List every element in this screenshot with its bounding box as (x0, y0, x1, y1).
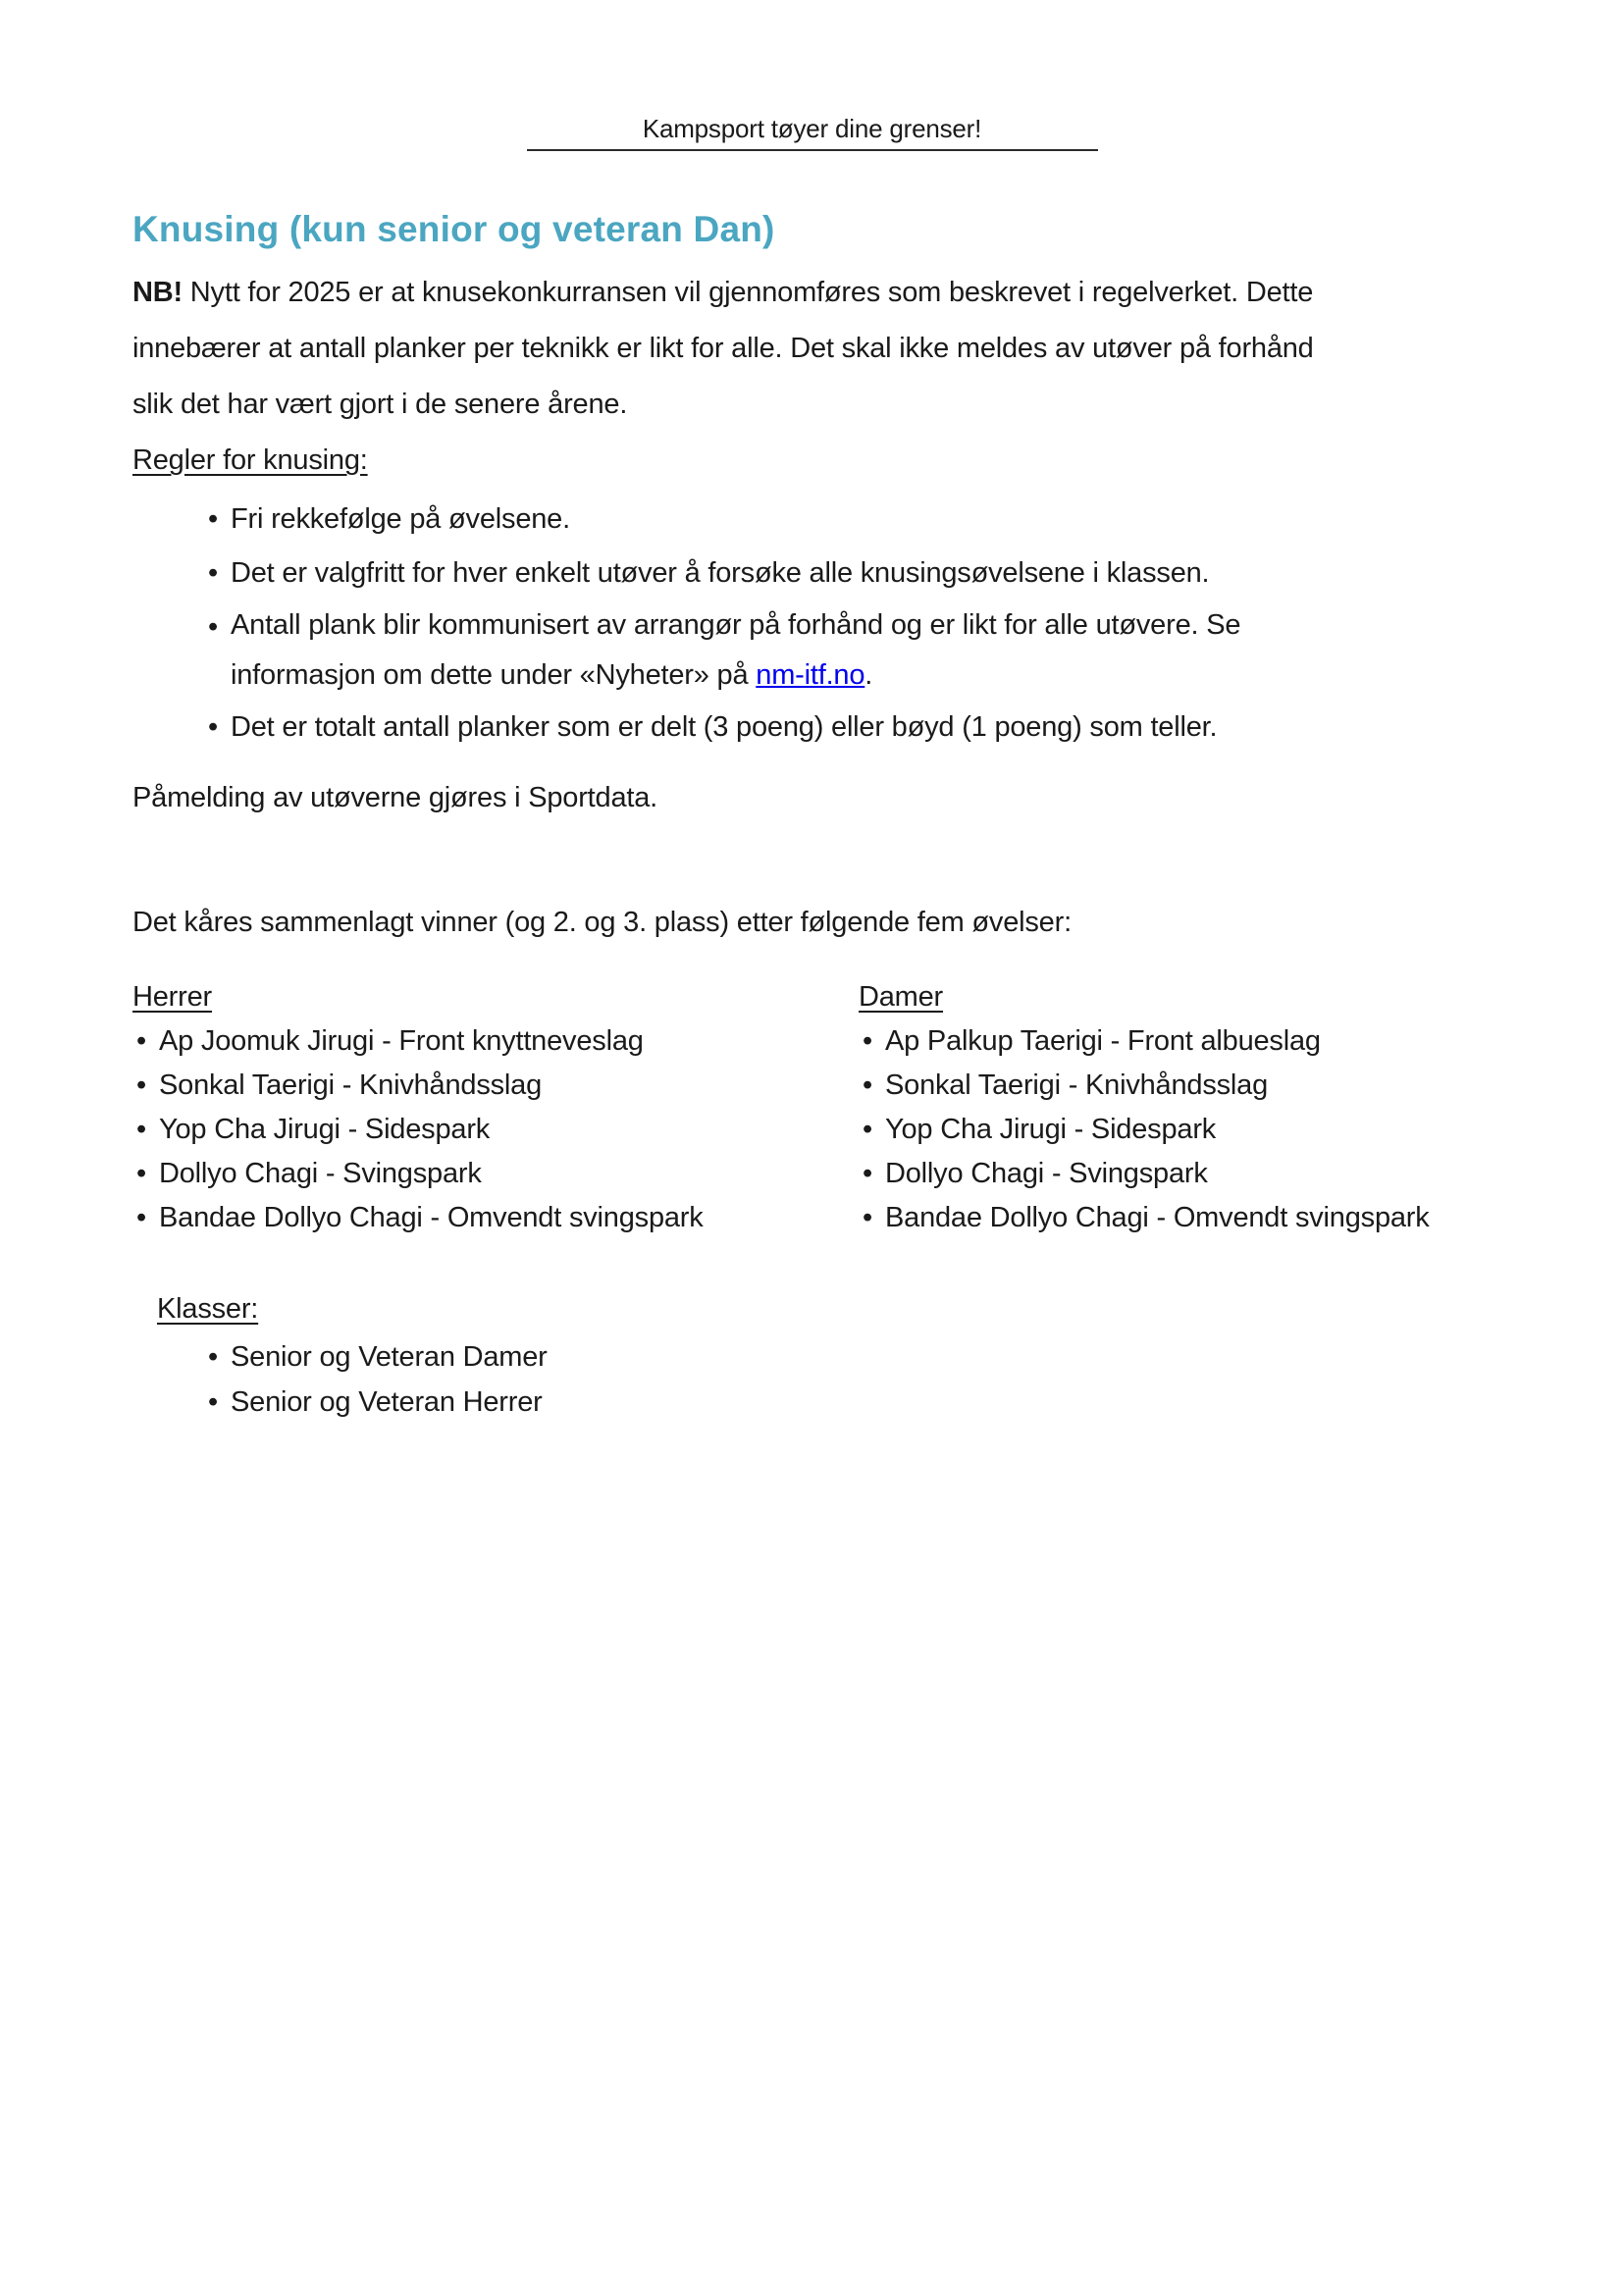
women-heading-text: Damer (859, 981, 944, 1013)
list-item: • Dollyo Chagi - Svingspark (132, 1152, 859, 1196)
document-header (527, 114, 1098, 151)
rules-list (132, 493, 1492, 755)
intro-line-1-text: Nytt for 2025 er at knusekonkurransen vil gjennomføres som beskrevet i regelverket. Dette (182, 277, 1314, 308)
rule-item-2-text: Det er valgfritt for hver enkelt utøver å forsøke alle knusingsøvelsene i klassen. (231, 557, 1210, 589)
intro-paragraph (132, 265, 1492, 433)
rule-item-3-line-2-text: informasjon om dette under «Nyheter» på (231, 659, 757, 691)
nb-label: NB! (132, 277, 183, 308)
rule-item-1-text: Fri rekkefølge på øvelsene. (231, 503, 570, 535)
intro-line-1 (132, 265, 1492, 321)
rule-item-3-line-1: • Antall plank blir kommunisert av arrangør på forhånd og er likt for alle utøvere. Se (231, 609, 1241, 641)
list-item: • Senior og Veteran Herrer (132, 1380, 1492, 1425)
women-column (859, 974, 1492, 1240)
women-heading (859, 974, 1492, 1019)
rules-heading-text: Regler for knusing: (132, 444, 368, 476)
nm-itf-link[interactable]: nm-itf.no (756, 659, 865, 691)
list-item: • Ap Joomuk Jirugi - Front knyttneveslag (132, 1019, 859, 1064)
classes-heading (157, 1285, 1492, 1332)
list-item: • Bandae Dollyo Chagi - Omvendt svingspark (132, 1196, 859, 1240)
document-title: Knusing (kun senior og veteran Dan) (132, 209, 775, 249)
list-item: • Bandae Dollyo Chagi - Omvendt svingspark (859, 1196, 1492, 1240)
rule-item-3-suffix: . (864, 659, 873, 691)
exercises-columns (132, 974, 1492, 1240)
rule-item-3-line-2 (231, 651, 1492, 701)
list-item: • Yop Cha Jirugi - Sidespark (132, 1108, 859, 1152)
list-item: • Ap Palkup Taerigi - Front albueslag (859, 1019, 1492, 1064)
men-heading-text: Herrer (132, 981, 212, 1013)
classes-list (132, 1334, 1492, 1425)
list-item (132, 547, 1492, 600)
list-item: • Senior og Veteran Damer (132, 1334, 1492, 1380)
list-item (132, 493, 1492, 547)
men-exercise-list (132, 1019, 859, 1240)
exercises-intro: Det kåres sammenlagt vinner (og 2. og 3. plass) etter følgende fem øvelser: (132, 907, 1072, 938)
men-heading (132, 974, 859, 1019)
list-item (132, 701, 1492, 755)
men-column (132, 974, 859, 1240)
intro-line-3: slik det har vært gjort i de senere årene. (132, 389, 628, 420)
registration-note: Påmelding av utøverne gjøres i Sportdata. (132, 782, 658, 813)
list-item: • Yop Cha Jirugi - Sidespark (859, 1108, 1492, 1152)
rules-heading (132, 433, 1492, 489)
list-item: • Sonkal Taerigi - Knivhåndsslag (132, 1064, 859, 1108)
rule-item-4-text: Det er totalt antall planker som er delt (3 poeng) eller bøyd (1 poeng) som teller. (231, 711, 1218, 743)
list-item (132, 600, 1492, 701)
header-tagline: Kampsport tøyer dine grenser! (642, 114, 982, 143)
classes-heading-text: Klasser: (157, 1293, 259, 1325)
women-exercise-list (859, 1019, 1492, 1240)
list-item: • Sonkal Taerigi - Knivhåndsslag (859, 1064, 1492, 1108)
classes-section (132, 1285, 1492, 1425)
list-item: • Dollyo Chagi - Svingspark (859, 1152, 1492, 1196)
intro-line-2: innebærer at antall planker per teknikk er likt for alle. Det skal ikke meldes av utøver på forhånd (132, 333, 1314, 364)
